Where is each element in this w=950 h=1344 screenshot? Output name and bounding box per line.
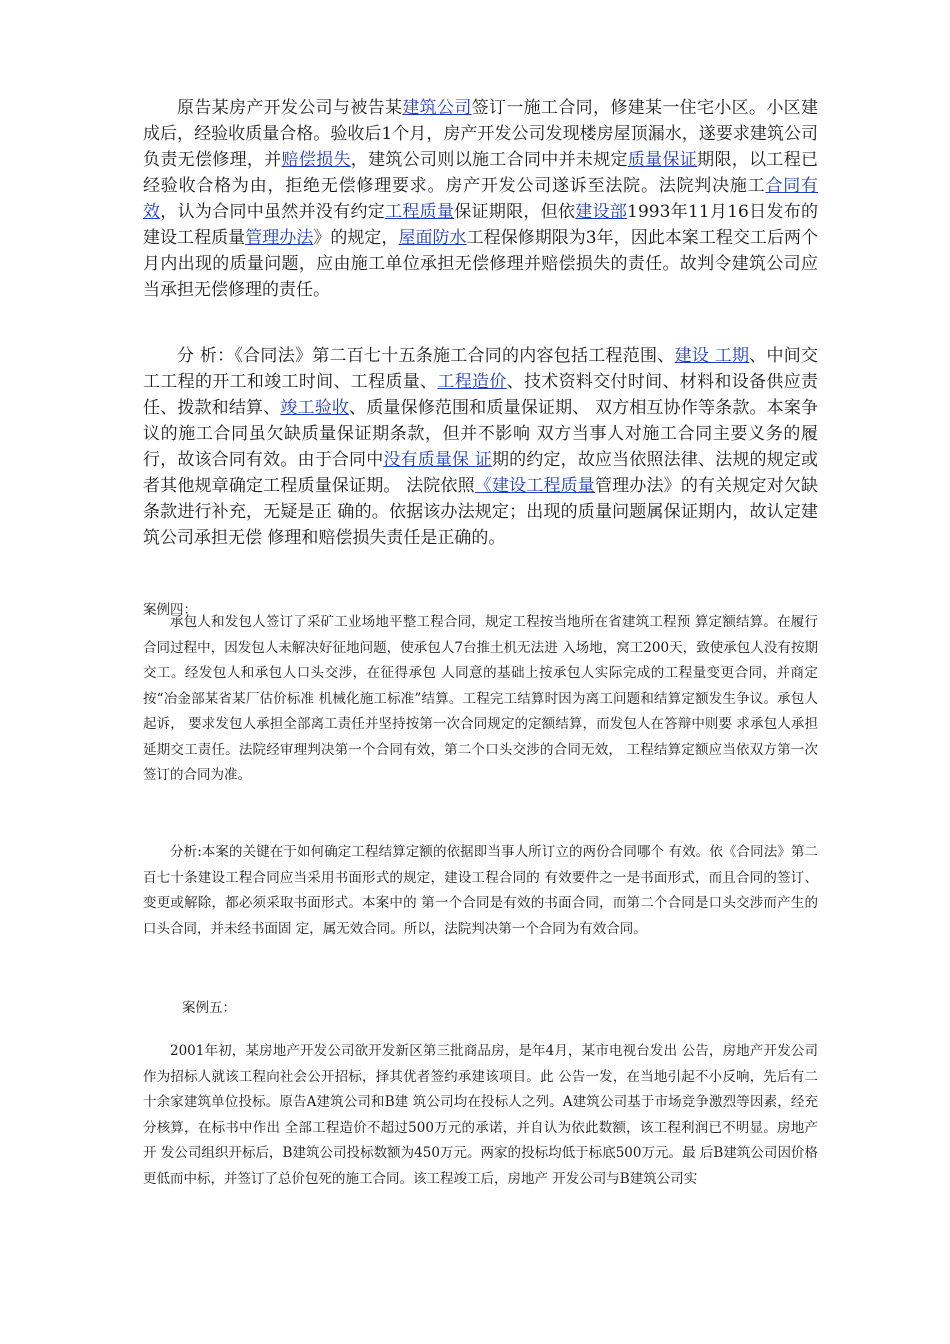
link-ministry-construction[interactable]: 建设部 [575, 202, 628, 222]
link-project-cost[interactable]: 工程造价 [437, 372, 507, 392]
paragraph: 2001年初，某房地产开发公司欲开发新区第三批商品房，是年4月，某市电视台发出 公告，房地产开发公司作为招标人就该工程向社会公开招标，择其优者签约承建该项目。此 公告一发，在当地引起不小反响，先后有二十余家建筑单位投标。原告A建筑公司和B建 筑公司均在投标人之列。A建筑公司基于市场竞争激烈等因素，经充分核算，在标书中作出 全部工程造价不超过500万元的承诺，并自认为依此数额，该工程利润已不明显。房地产开 发公司组织开标后，B建筑公司投标数额为450万元。两家的投标均低于标底500万元。最 后B建筑公司因价格更低而中标，并签订了总价包死的施工合同。该工程竣工后，房地产 开发公司与B建筑公司实 [143, 1043, 818, 1187]
paragraph [143, 95, 818, 303]
text-span: ，认为合同中虽然并没有约定 [160, 202, 386, 222]
link-construction-company[interactable]: 建筑公司 [402, 98, 472, 118]
link-construction-quality-measures[interactable]: 《建设工程质量 [474, 476, 595, 496]
text-span: 原告某房产开发公司与被告某 [177, 98, 403, 118]
case-five-facts [143, 1039, 818, 1192]
text-span: ，建筑公司则以施工合同中并未规定 [350, 150, 628, 170]
link-compensation[interactable]: 赔偿损失 [281, 150, 351, 170]
case-five-heading: 案例五： [182, 1000, 236, 1016]
link-construction-period[interactable]: 建设 工期 [674, 346, 750, 366]
paragraph [143, 343, 818, 551]
text-span: 》的规定， [313, 228, 399, 248]
text-span: 、技术资料交付时间、材料和设备供应责任、拨款和结算、 [143, 372, 819, 418]
link-management-measures[interactable]: 管理办法 [245, 228, 314, 248]
text-span: 签订一施工合同，修建某一住宅小区。小区建成后，经验收质量合格。验收后1个月，房产开发公司发现楼房屋顶漏水，遂要求建筑公司负责无偿修理，并 [143, 98, 819, 170]
case-four-facts [143, 610, 818, 789]
text-span: 管理办法》的有关规定对欠缺条款进行补充，无疑是正 确的。依据该办法规定；出现的质量问题属保证期内，故认定建筑公司承担无偿 修理和赔偿损失责任是正确的。 [143, 476, 819, 548]
link-engineering-quality[interactable]: 工程质量 [385, 202, 455, 222]
case-three-analysis [143, 343, 818, 551]
text-span: 分 析：《合同法》第二百七十五条施工合同的内容包括工程范围、 [177, 346, 675, 366]
paragraph: 承包人和发包人签订了采矿工业场地平整工程合同，规定工程按当地所在省建筑工程预 算定额结算。在履行合同过程中，因发包人未解决好征地问题，使承包人7台推土机无法进 入场地，窝工200天，致使承包人没有按期交工。经发包人和承包人口头交涉，在征得承包 人同意的基础上按承包人实际完成的工程量变更合同，并商定按“冶金部某省某厂估价标准 机械化施工标准”结算。工程完工结算时因为离工问题和结算定额发生争议。承包人起诉， 要求发包人承担全部离工责任并坚持按第一次合同规定的定额结算，而发包人在答辩中则要 求承包人承担延期交工责任。法院经审理判决第一个合同有效，第二个口头交涉的合同无效， 工程结算定额应当依双方第一次签订的合同为准。 [143, 614, 818, 783]
case-four-heading: 案例四： [143, 602, 197, 618]
text-span: 工程保修期限为3年，因此本案工程交工后两个月内出现的质量问题，应由施工单位承担无偿修理并赔偿损失的责任。故判令建筑公司应当承担无偿修理的责任。 [143, 228, 819, 300]
text-span: 保证期限，但依 [454, 202, 576, 222]
link-completion-acceptance[interactable]: 竣工验收 [280, 398, 350, 418]
link-no-quality-guarantee[interactable]: 没有质量保 证 [383, 450, 492, 470]
text-span: 、中间交工工程的开工和竣工时间、工程质量、 [143, 346, 819, 392]
text-span: 期的约定，故应当依照法律、法规的规定或者其他规章确定工程质量保证期。 法院依照 [143, 450, 819, 496]
text-span: 、质量保修范围和质量保证期、 双方相互协作等条款。本案争议的施工合同虽欠缺质量保证期条款，但并不影响 双方当事人对施工合同主要义务的履行，故该合同有效。由于合同中 [143, 398, 819, 470]
link-contract-valid[interactable]: 合同有效 [143, 176, 819, 222]
case-four-analysis [143, 840, 818, 942]
link-roof-waterproofing[interactable]: 屋面防水 [398, 228, 467, 248]
text-span: 1993年11月16日发布的建设工程质量 [143, 202, 819, 248]
case-three-facts [143, 95, 818, 303]
link-quality-guarantee[interactable]: 质量保证 [627, 150, 698, 170]
text-span: 期限，以工程已经验收合格为由，拒绝无偿修理要求。房产开发公司遂诉至法院。法院判决施工 [143, 150, 819, 196]
paragraph: 分析:本案的关键在于如何确定工程结算定额的依据即当事人所订立的两份合同哪个 有效。依《合同法》第二百七十条建设工程合同应当采用书面形式的规定，建设工程合同的 有效要件之一是书面形式，而且合同的签订、变更或解除，都必须采取书面形式。本案中的 第一个合同是有效的书面合同，而第二个合同是口头交涉而产生的口头合同，并未经书面固 定，属无效合同。所以，法院判决第一个合同为有效合同。 [143, 844, 818, 937]
